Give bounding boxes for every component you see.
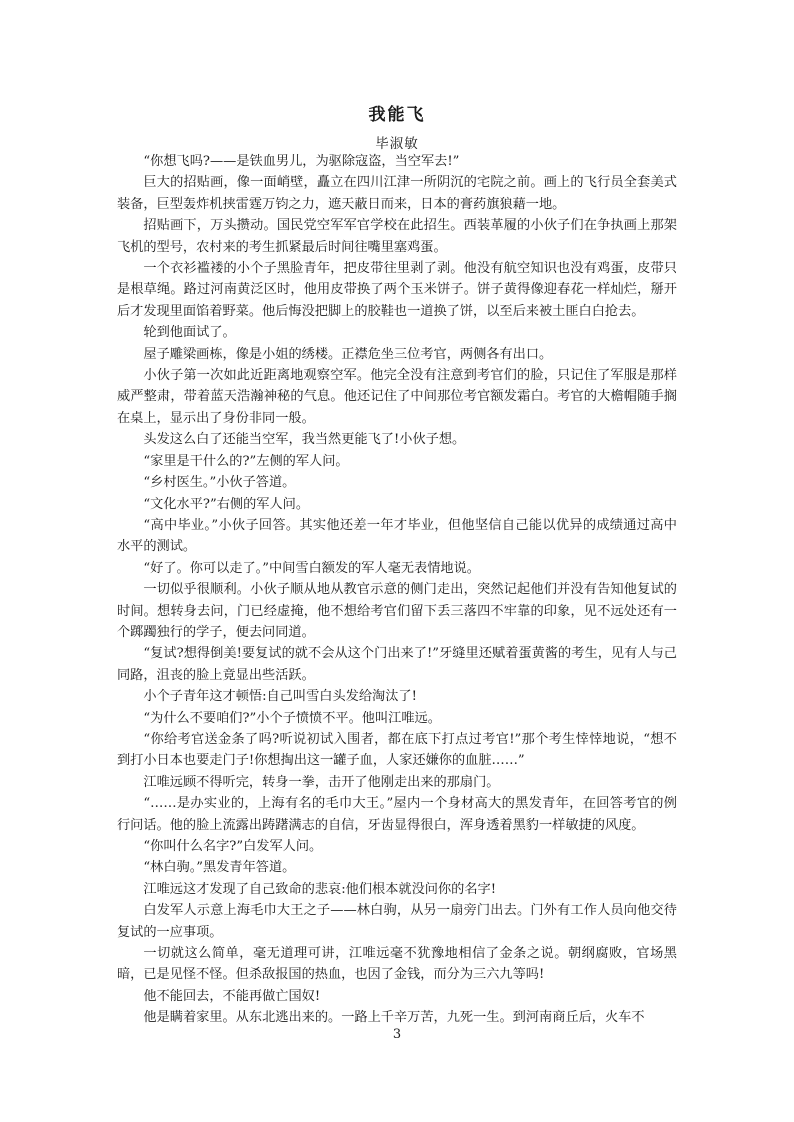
paragraph: 巨大的招贴画，像一面峭壁，矗立在四川江津一所阴沉的宅院之前。画上的飞行员全套美式装备，巨型轰炸机挟雷霆万钧之力，遮天蔽日而来，日本的膏药旗狼藉一地。: [117, 175, 677, 212]
paragraph: “高中毕业。”小伙子回答。其实他还差一年才毕业，但他坚信自己能以优异的成绩通过高中水平的测试。: [117, 517, 677, 555]
paragraph: 江唯远顾不得听完，转身一拳，击开了他刚走出来的那扇门。: [143, 774, 500, 790]
paragraph: “复试?想得倒美!要复试的就不会从这个门出来了!”牙缝里还赋着蛋黄酱的考生，见有人与己同路，沮丧的脸上竟显出些活跃。: [117, 646, 677, 683]
paragraph: “……是办实业的，上海有名的毛巾大王。”屋内一个身材高大的黑发青年，在回答考官的例行问话。他的脸上流露出踌躇满志的自信，牙齿显得很白，浑身透着黑豹一样敏捷的风度。: [117, 796, 677, 833]
paragraph: 他是瞒着家里。从东北逃出来的。一路上千辛万苦，九死一生。到河南商丘后，火车不: [143, 1010, 645, 1026]
paragraph: “乡村医生。”小伙子答道。: [143, 475, 296, 491]
paragraph: “为什么不要咱们?”小个子愤愤不平。他叫江唯远。: [143, 710, 441, 726]
paragraph: 小伙子第一次如此近距离地观察空军。他完全没有注意到考官们的脸，只记住了军服是那样威严整肃，带着蓝天浩瀚神秘的气息。他还记住了中间那位考官额发霜白。考官的大檐帽随手搁在桌上，显示出了身份非同一般。: [117, 368, 677, 426]
paragraph: 招贴画下，万头攒动。国民党空军军官学校在此招生。西装革履的小伙子们在争执画上那架飞机的型号，农村来的考生抓紧最后时间往嘴里塞鸡蛋。: [117, 218, 677, 255]
paragraph: “文化水平?”右侧的军人问。: [143, 496, 310, 512]
paragraph: 屋子雕梁画栋，像是小姐的绣楼。正襟危坐三位考官，两侧各有出口。: [143, 346, 553, 362]
paragraph: “你给考官送金条了吗?听说初试入围者，都在底下打点过考官!”那个考生悻悻地说，“想不到打小日本也要走门子!你想掏出这一罐子血，人家还嫌你的血脏……”: [117, 731, 677, 769]
article-title: 我能飞: [368, 105, 426, 125]
paragraph: 江唯远这才发现了自己致命的悲哀:他们根本就没问你的名字!: [143, 881, 497, 897]
paragraph: 小个子青年这才顿悟:自己叫雪白头发给淘汰了!: [143, 689, 417, 705]
page-number: 3: [392, 1027, 402, 1042]
paragraph: 一切就这么简单，毫无道理可讲，江唯远毫不犹豫地相信了金条之说。朝纲腐败，官场黑暗，已是见怪不怪。但杀敌报国的热血，也因了金钱，而分为三六九等吗!: [117, 946, 677, 983]
paragraph: 一切似乎很顺利。小伙子顺从地从教官示意的侧门走出，突然记起他们并没有告知他复试的时间。想转身去问，门已经虚掩，他不想给考官们留下丢三落四不牢靠的印象，见不远处还有一个踯躅独行的学子，便去问同道。: [117, 582, 677, 640]
article-author: 毕淑敏: [375, 136, 419, 152]
paragraph: 他不能回去，不能再做亡国奴!: [143, 988, 321, 1004]
paragraph: 一个衣衫褴褛的小个子黑脸青年，把皮带往里剥了剥。他没有航空知识也没有鸡蛋，皮带只是根草绳。路过河南黄泛区时，他用皮带换了两个玉米饼子。饼子黄得像迎春花一样灿烂，掰开后才发现里面馅着野菜。他后悔没把脚上的胶鞋也一道换了饼，以至后来被土匪白白抢去。: [117, 261, 677, 319]
paragraph: “林白驹。”黑发青年答道。: [143, 860, 296, 876]
article-body: [117, 151, 677, 1029]
paragraph: 白发军人示意上海毛巾大王之子——林白驹，从另一扇旁门出去。门外有工作人员向他交待复试的一应事项。: [117, 903, 677, 940]
paragraph: “家里是干什么的?”左侧的军人问。: [143, 453, 349, 469]
paragraph: 头发这么白了还能当空军，我当然更能飞了!小伙子想。: [143, 432, 466, 448]
paragraph: “你想飞吗?——是铁血男儿，为驱除寇盗，当空军去!”: [143, 154, 460, 169]
paragraph: 轮到他面试了。: [143, 325, 236, 341]
paragraph: “好了。你可以走了。”中间雪白额发的军人毫无表情地说。: [143, 560, 480, 576]
paragraph: “你叫什么名字?”白发军人问。: [143, 839, 323, 854]
